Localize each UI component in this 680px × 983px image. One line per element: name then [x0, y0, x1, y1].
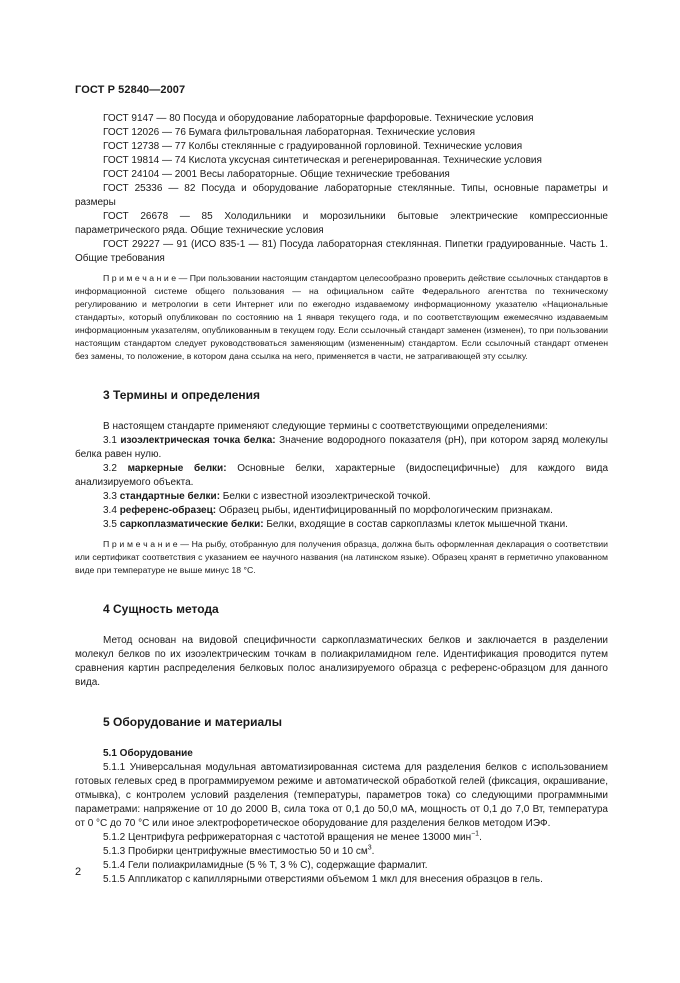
reference-item: ГОСТ 25336 — 82 Посуда и оборудование лабораторные стеклянные. Типы, основные параметры и размеры	[75, 183, 608, 208]
section-3-note	[75, 538, 608, 577]
reference-item: ГОСТ 19814 — 74 Кислота уксусная синтетическая и регенерированная. Технические условия	[103, 155, 542, 166]
note-text: — На рыбу, отобранную для получения образца, должна быть оформленная декларация о соответствии или сертификат соответствия с указанием ее научного названия (на латинском языке). Образец хранят в герметично упакованном виде при температуре не выше минус 18 °С.	[75, 539, 608, 575]
term-text: Белки с известной изоэлектрической точкой.	[220, 491, 431, 502]
term-name: стандартные белки:	[119, 491, 221, 502]
term-number: 3.3	[103, 491, 120, 502]
term-name: маркерные белки:	[127, 463, 227, 474]
section-4-text: Метод основан на видовой специфичности саркоплазматических белков и заключается в разделении молекул белков по их изоэлектрическим точкам в полиакриламидном геле. Идентификация проводится путем сравнения картин распределения белковых полос анализируемого образца с референс-образцом для данного вида.	[75, 635, 608, 688]
term-text: Белки, входящие в состав саркоплазмы клеток мышечной ткани.	[263, 519, 568, 530]
section-4-title: 4 Сущность метода	[103, 602, 219, 616]
note-label: П р и м е ч а н и е	[103, 273, 177, 283]
reference-note	[75, 272, 608, 363]
reference-item: ГОСТ 29227 — 91 (ИСО 835-1 — 81) Посуда лабораторная стеклянная. Пипетки градуированные. Часть 1. Общие требования	[75, 239, 608, 264]
item-text: 5.1.2 Центрифуга рефрижераторная с частотой вращения не менее 13000 мин	[103, 832, 472, 843]
term-definition	[75, 518, 608, 532]
references-list	[75, 112, 608, 266]
note-text: — При пользовании настоящим стандартом целесообразно проверить действие ссылочных стандартов в информационной системе общего пользования — на официальном сайте Федерального агентства по техническому регулированию и метрологии в сети Интернет или по ежегодно издаваемому информационному указателю «Национальные стандарты», который опубликован по состоянию на 1 января текущего года, и по соответствующим ежемесячно издаваемым информационным указателям, опубликованным в текущем году. Если ссылочный стандарт заменен (изменен), то при пользовании настоящим стандартом следует руководствоваться заменяющим (измененным) стандартом. Если ссылочный стандарт отменен без замены, то положение, в котором дана ссылка на него, применяется в части, не затрагивающей эту ссылку.	[75, 273, 608, 361]
term-number: 3.4	[103, 505, 120, 516]
term-text: Основные белки, характерные (видоспецифичные) для каждого вида анализируемого объекта.	[75, 463, 609, 488]
term-text: Значение водородного показателя (pH), при котором заряд молекулы белка равен нулю.	[75, 435, 608, 460]
item-text: 5.1.3 Пробирки центрифужные вместимостью 50 и 10 см	[103, 846, 368, 857]
reference-item: ГОСТ 12026 — 76 Бумага фильтровальная лабораторная. Технические условия	[103, 127, 475, 138]
item-superscript: −1	[471, 830, 480, 838]
reference-item: ГОСТ 12738 — 77 Колбы стеклянные с градуированной горловиной. Технические условия	[103, 141, 523, 152]
note-label: П р и м е ч а н и е	[103, 539, 178, 549]
term-definition	[75, 504, 608, 518]
equipment-item	[75, 831, 608, 845]
reference-item: ГОСТ 26678 — 85 Холодильники и морозильники бытовые электрические компрессионные параметрического ряда. Общие технические условия	[75, 211, 608, 236]
section-5-title: 5 Оборудование и материалы	[103, 715, 283, 729]
reference-item: ГОСТ 9147 — 80 Посуда и оборудование лабораторные фарфоровые. Технические условия	[103, 113, 534, 124]
document-header: ГОСТ Р 52840—2007	[75, 84, 186, 96]
term-number: 3.2	[103, 463, 128, 474]
item-end: .	[371, 846, 375, 857]
item-end: .	[479, 832, 482, 843]
section-3-intro: В настоящем стандарте применяют следующие термины с соответствующими определениями:	[103, 421, 548, 432]
reference-item: ГОСТ 24104 — 2001 Весы лабораторные. Общие технические требования	[103, 169, 450, 180]
page-number: 2	[75, 866, 82, 878]
term-name: изоэлектрическая точка белка:	[120, 435, 276, 446]
equipment-item: 5.1.5 Аппликатор с капиллярными отверстиями объемом 1 мкл для внесения образцов в гель.	[103, 874, 543, 885]
equipment-item: 5.1.1 Универсальная модульная автоматизированная система для разделения белков с использованием готовых гелевых сред в программируемом режиме и автоматической обработкой гелей (фиксация, окрашивание, отмывка), с контролем условий разделения (температуры, параметров тока) со следующими программными параметрами: напряжение от 10 до 2000 В, сила тока от 0,1 до 50,0 мА, мощность от 0,1 до 7,0 Вт, температура от 0 °С до 70 °С или иное электрофоретическое оборудование для разделения белков методом ИЭФ.	[75, 762, 608, 829]
term-definition	[75, 434, 608, 462]
subsection-5-1-title: 5.1 Оборудование	[103, 748, 193, 759]
term-name: референс-образец:	[119, 505, 217, 516]
term-definition	[75, 490, 608, 504]
term-number: 3.1	[103, 435, 121, 446]
equipment-item: 5.1.4 Гели полиакриламидные (5 % Т, 3 % С), содержащие фармалит.	[103, 860, 428, 871]
document-body	[75, 112, 608, 887]
term-name: саркоплазматические белки:	[119, 519, 264, 530]
item-superscript: 3	[367, 844, 372, 852]
term-number: 3.5	[103, 519, 120, 530]
section-3-title: 3 Термины и определения	[103, 388, 261, 402]
term-text: Образец рыбы, идентифицированный по морфологическим признакам.	[216, 505, 553, 516]
equipment-item	[75, 845, 608, 859]
term-definition	[75, 462, 608, 490]
